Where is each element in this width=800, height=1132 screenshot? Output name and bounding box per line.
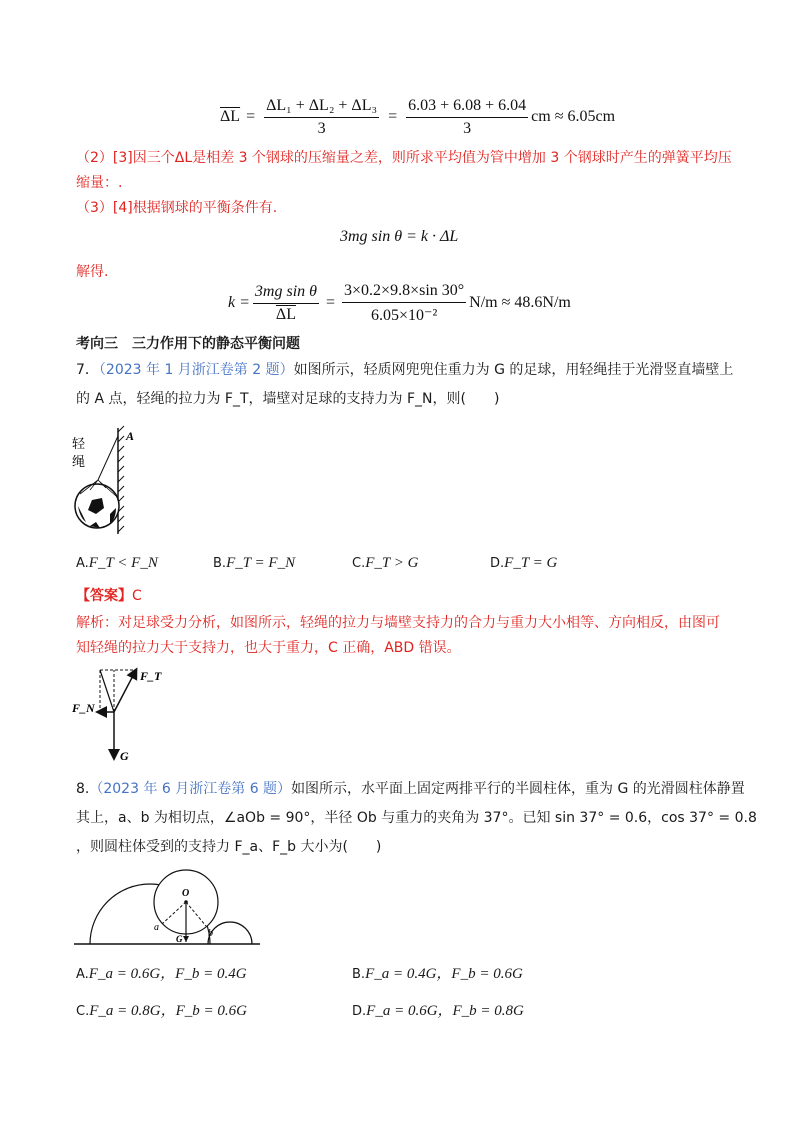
q8-option-d[interactable]: D.F_a = 0.6G，F_b = 0.8G: [352, 1003, 524, 1019]
eq3-result: N/m ≈ 48.6N/m: [469, 294, 571, 311]
q7-stem-line1: 如图所示，轻质网兜兜住重力为 G 的足球，用轻绳挂于光滑竖直墙壁上: [293, 362, 734, 378]
q7-fig-label-rope2: 绳: [72, 454, 86, 469]
q8-option-b[interactable]: B.F_a = 0.4G，F_b = 0.6G: [352, 966, 523, 982]
solve-label: 解得.: [76, 264, 109, 280]
eq1-fraction-symbolic: $\frac{\text{ΔL₁ + ΔL₂ + ΔL₃}}{3}$: [266, 96, 378, 137]
q8-fig-label-g: G: [176, 934, 183, 944]
part2-line1: （2）[3]因三个ΔL是相差 3 个钢球的压缩量之差，则所求平均值为管中增加 3 个钢球时产生的弹簧平均压: [76, 150, 732, 166]
q8-figure-cylinders: [74, 862, 264, 950]
q8-option-c[interactable]: C.F_a = 0.8G，F_b = 0.6G: [76, 1003, 247, 1019]
equation-k: k = $\frac{\text{3mg sin θ}}{\Delta L}$ = $\frac{3\times 0.2\times 9.8\times\sin 30^\circ}{\text{6.05×10⁻²}}$ N/m ≈ 48.6N/m: [228, 281, 571, 324]
eq3-fraction-symbolic: $\frac{\text{3mg sin θ}}{\Delta L}$: [254, 282, 317, 323]
q7-source: （2023 年 1 月浙江卷第 2 题）: [98, 362, 294, 378]
q8-fig-label-o: O: [182, 888, 190, 899]
q7-answer-label: 【答案】: [76, 588, 132, 604]
eq1-result: cm ≈ 6.05cm: [531, 108, 616, 125]
equation-balance: 3mg sin θ = k · ΔL: [340, 228, 459, 245]
q7-figure-football-on-wall: [70, 422, 140, 540]
q7-option-b[interactable]: B.F_T = F_N: [213, 555, 296, 571]
equation-delta-l-average: $\overline{\Delta L}$ = $\frac{\text{ΔL₁ + ΔL₂ + ΔL₃}}{3}$ = $\frac{6.03 + 6.08 + 6.04}{3}$ cm ≈ 6.05cm: [220, 96, 616, 137]
q7-line1: [76, 360, 733, 380]
q8-fig-label-a: a: [154, 922, 159, 933]
q7-number: 7．: [76, 362, 99, 378]
section-heading: 考向三 三力作用下的静态平衡问题: [76, 336, 300, 352]
q8-stem-line2: 其上，a、b 为相切点，∠aOb = 90°，半径 Ob 与重力的夹角为 37°。已知 sin 37° = 0.6，cos 37° = 0.8: [76, 810, 757, 826]
q8-source: （2023 年 6 月浙江卷第 6 题）: [89, 781, 292, 797]
q7-force-diagram: [70, 660, 180, 770]
q8-stem-line1: 如图所示，水平面上固定两排平行的半圆柱体，重为 G 的光滑圆柱体静置: [291, 781, 745, 797]
q7-analysis-line1: 解析：对足球受力分析，如图所示，轻绳的拉力与墙壁支持力的合力与重力大小相等、方向相反，由图可: [76, 615, 720, 631]
q7-force-label-g: G: [120, 749, 129, 763]
q7-answer-value: C: [132, 588, 142, 604]
eq3-fraction-numeric: $\frac{3\times 0.2\times 9.8\times\sin 30^\circ}{\text{6.05×10⁻²}}$: [344, 281, 465, 324]
part3-text: （3）[4]根据钢球的平衡条件有.: [76, 200, 278, 216]
q7-option-d[interactable]: D.F_T = G: [490, 555, 558, 571]
q8-option-a[interactable]: A.F_a = 0.6G，F_b = 0.4G: [76, 966, 247, 982]
q7-stem-line2: 的 A 点，轻绳的拉力为 F_T，墙壁对足球的支持力为 F_N，则( ): [76, 391, 500, 407]
part2-line2: 缩量：.: [76, 175, 123, 191]
eq3-lhs: k =: [228, 294, 250, 311]
q8-stem-line3: ，则圆柱体受到的支持力 F_a、F_b 大小为( ): [76, 839, 382, 855]
q7-analysis-line2: 知轻绳的拉力大于支持力，也大于重力，C 正确，ABD 错误。: [76, 640, 461, 656]
q7-fig-label-rope1: 轻: [72, 436, 86, 451]
q8-fig-label-b: b: [208, 928, 213, 939]
q7-answer: [76, 586, 142, 606]
q7-force-label-fn: F_N: [72, 701, 95, 715]
q7-force-label-ft: F_T: [140, 669, 162, 683]
q8-number: 8.: [76, 781, 90, 797]
q7-option-c[interactable]: C.F_T > G: [352, 555, 419, 571]
q7-fig-label-point-a: A: [126, 429, 135, 443]
eq1-lhs: $\overline{\Delta L}$: [220, 108, 241, 125]
q8-line1: [76, 779, 745, 799]
eq1-fraction-numeric: $\frac{6.03 + 6.08 + 6.04}{3}$: [408, 96, 527, 137]
q7-option-a[interactable]: A.F_T < F_N: [76, 555, 158, 571]
